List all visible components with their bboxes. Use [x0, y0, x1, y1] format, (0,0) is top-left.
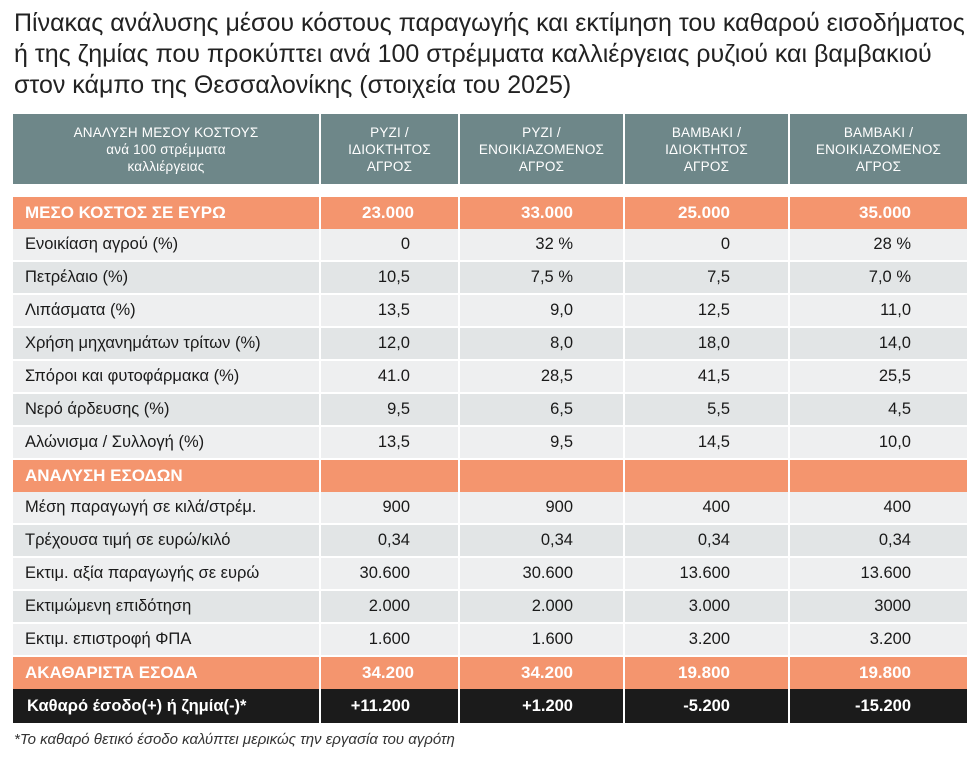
value-rice-rented: 2.000 [459, 590, 624, 623]
value-rice-owned: 9,5 [320, 393, 459, 426]
value-rice-owned: 0 [320, 229, 459, 261]
value-cotton-rented: 13.600 [789, 557, 967, 590]
table-row [13, 393, 967, 426]
value-cotton-rented: 35.000 [789, 197, 967, 229]
value-cotton-owned: -5.200 [624, 689, 789, 723]
spacer-row [13, 184, 967, 197]
net-income-row [13, 689, 967, 723]
value-rice-rented: 30.600 [459, 557, 624, 590]
value-cotton-owned: 13.600 [624, 557, 789, 590]
footnote: *Το καθαρό θετικό έσοδο καλύπτει μερικώς την εργασία του αγρότη [14, 731, 455, 748]
value-cotton-owned: 5,5 [624, 393, 789, 426]
table-row [13, 557, 967, 590]
value-cotton-owned: 12,5 [624, 294, 789, 327]
row-label: ΜΕΣΟ ΚΟΣΤΟΣ ΣΕ ΕΥΡΩ [13, 197, 320, 229]
table-row [13, 261, 967, 294]
value-cotton-rented: 14,0 [789, 327, 967, 360]
row-label: Λιπάσματα (%) [13, 294, 320, 327]
row-label: Μέση παραγωγή σε κιλά/στρέμ. [13, 492, 320, 524]
row-label: Νερό άρδευσης (%) [13, 393, 320, 426]
value-cotton-owned: 7,5 [624, 261, 789, 294]
section-label: ΑΝΑΛΥΣΗ ΕΣΟΔΩΝ [13, 459, 320, 492]
value-cotton-owned: 25.000 [624, 197, 789, 229]
row-label: ΑΚΑΘΑΡΙΣΤΑ ΕΣΟΔΑ [13, 656, 320, 689]
value-rice-rented: 6,5 [459, 393, 624, 426]
header-rice-rented: ΡΥΖΙ / ΕΝΟΙΚΙΑΖΟΜΕΝΟΣ ΑΓΡΟΣ [459, 114, 624, 184]
value-cotton-rented: 0,34 [789, 524, 967, 557]
income-section-row [13, 459, 967, 492]
value-rice-owned: 12,0 [320, 327, 459, 360]
value-cotton-rented: 10,0 [789, 426, 967, 459]
table-row [13, 360, 967, 393]
gross-income-row [13, 656, 967, 689]
table-row [13, 492, 967, 524]
value-cotton-rented: -15.200 [789, 689, 967, 723]
value-rice-rented: 7,5 % [459, 261, 624, 294]
value-cotton-owned: 0 [624, 229, 789, 261]
value-cotton-rented: 19.800 [789, 656, 967, 689]
value-rice-owned: 900 [320, 492, 459, 524]
value-cotton-rented: 3000 [789, 590, 967, 623]
value-rice-owned: 2.000 [320, 590, 459, 623]
value-cotton-owned: 400 [624, 492, 789, 524]
row-label: Αλώνισμα / Συλλογή (%) [13, 426, 320, 459]
cost-analysis-table [13, 114, 967, 723]
header-cotton-rented: ΒΑΜΒΑΚΙ / ΕΝΟΙΚΙΑΖΟΜΕΝΟΣ ΑΓΡΟΣ [789, 114, 967, 184]
value-rice-owned: 13,5 [320, 426, 459, 459]
value-cotton-owned: 19.800 [624, 656, 789, 689]
value-rice-rented: 900 [459, 492, 624, 524]
table-row [13, 524, 967, 557]
row-label: Εκτιμ. αξία παραγωγής σε ευρώ [13, 557, 320, 590]
value-cotton-owned: 41,5 [624, 360, 789, 393]
value-rice-rented: 9,5 [459, 426, 624, 459]
value-rice-rented: 9,0 [459, 294, 624, 327]
page-title: Πίνακας ανάλυσης μέσου κόστους παραγωγής και εκτίμηση του καθαρού εισοδήματος ή της ζημίας που προκύπτει ανά 100 στρέμματα καλλιέργειας ρυζιού και βαμβακιού στον κάμπο της Θεσσαλονίκης (στοιχεία του 2025) [14, 9, 965, 99]
value-rice-rented: 33.000 [459, 197, 624, 229]
value-rice-owned: 41.0 [320, 360, 459, 393]
value-cotton-rented: 3.200 [789, 623, 967, 656]
value-rice-rented: 34.200 [459, 656, 624, 689]
value-cotton-rented: 400 [789, 492, 967, 524]
row-label: Εκτιμ. επιστροφή ΦΠΑ [13, 623, 320, 656]
header-rice-owned: ΡΥΖΙ / ΙΔΙΟΚΤΗΤΟΣ ΑΓΡΟΣ [320, 114, 459, 184]
value-cotton-rented: 7,0 % [789, 261, 967, 294]
value-rice-owned: +11.200 [320, 689, 459, 723]
value-cotton-owned: 0,34 [624, 524, 789, 557]
row-label: Τρέχουσα τιμή σε ευρώ/κιλό [13, 524, 320, 557]
value-rice-rented: 32 % [459, 229, 624, 261]
header-analysis: ΑΝΑΛΥΣΗ ΜΕΣΟΥ ΚΟΣΤΟΥΣ ανά 100 στρέμματα καλλιέργειας [13, 114, 320, 184]
row-label: Σπόροι και φυτοφάρμακα (%) [13, 360, 320, 393]
value-cotton-rented: 11,0 [789, 294, 967, 327]
value-cotton-owned: 14,5 [624, 426, 789, 459]
value-rice-rented: 28,5 [459, 360, 624, 393]
value-cotton-rented: 4,5 [789, 393, 967, 426]
row-label: Καθαρό έσοδο(+) ή ζημία(-)* [13, 689, 320, 723]
row-label: Εκτιμώμενη επιδότηση [13, 590, 320, 623]
value-cotton-owned: 3.000 [624, 590, 789, 623]
value-cotton-owned: 18,0 [624, 327, 789, 360]
value-rice-rented: 1.600 [459, 623, 624, 656]
row-label: Πετρέλαιο (%) [13, 261, 320, 294]
row-label: Χρήση μηχανημάτων τρίτων (%) [13, 327, 320, 360]
value-rice-owned: 30.600 [320, 557, 459, 590]
table-row [13, 229, 967, 261]
row-label: Ενοικίαση αγρού (%) [13, 229, 320, 261]
value-rice-owned: 13,5 [320, 294, 459, 327]
value-rice-owned: 1.600 [320, 623, 459, 656]
value-rice-owned: 10,5 [320, 261, 459, 294]
value-rice-rented: 0,34 [459, 524, 624, 557]
value-rice-owned: 0,34 [320, 524, 459, 557]
cost-total-row [13, 197, 967, 229]
value-rice-rented: 8,0 [459, 327, 624, 360]
value-rice-owned: 34.200 [320, 656, 459, 689]
table-header-row [13, 114, 967, 184]
table-row [13, 590, 967, 623]
value-rice-rented: +1.200 [459, 689, 624, 723]
table-row [13, 327, 967, 360]
value-rice-owned: 23.000 [320, 197, 459, 229]
value-cotton-rented: 28 % [789, 229, 967, 261]
table-row [13, 294, 967, 327]
value-cotton-owned: 3.200 [624, 623, 789, 656]
header-cotton-owned: ΒΑΜΒΑΚΙ / ΙΔΙΟΚΤΗΤΟΣ ΑΓΡΟΣ [624, 114, 789, 184]
value-cotton-rented: 25,5 [789, 360, 967, 393]
table-row [13, 623, 967, 656]
table-row [13, 426, 967, 459]
